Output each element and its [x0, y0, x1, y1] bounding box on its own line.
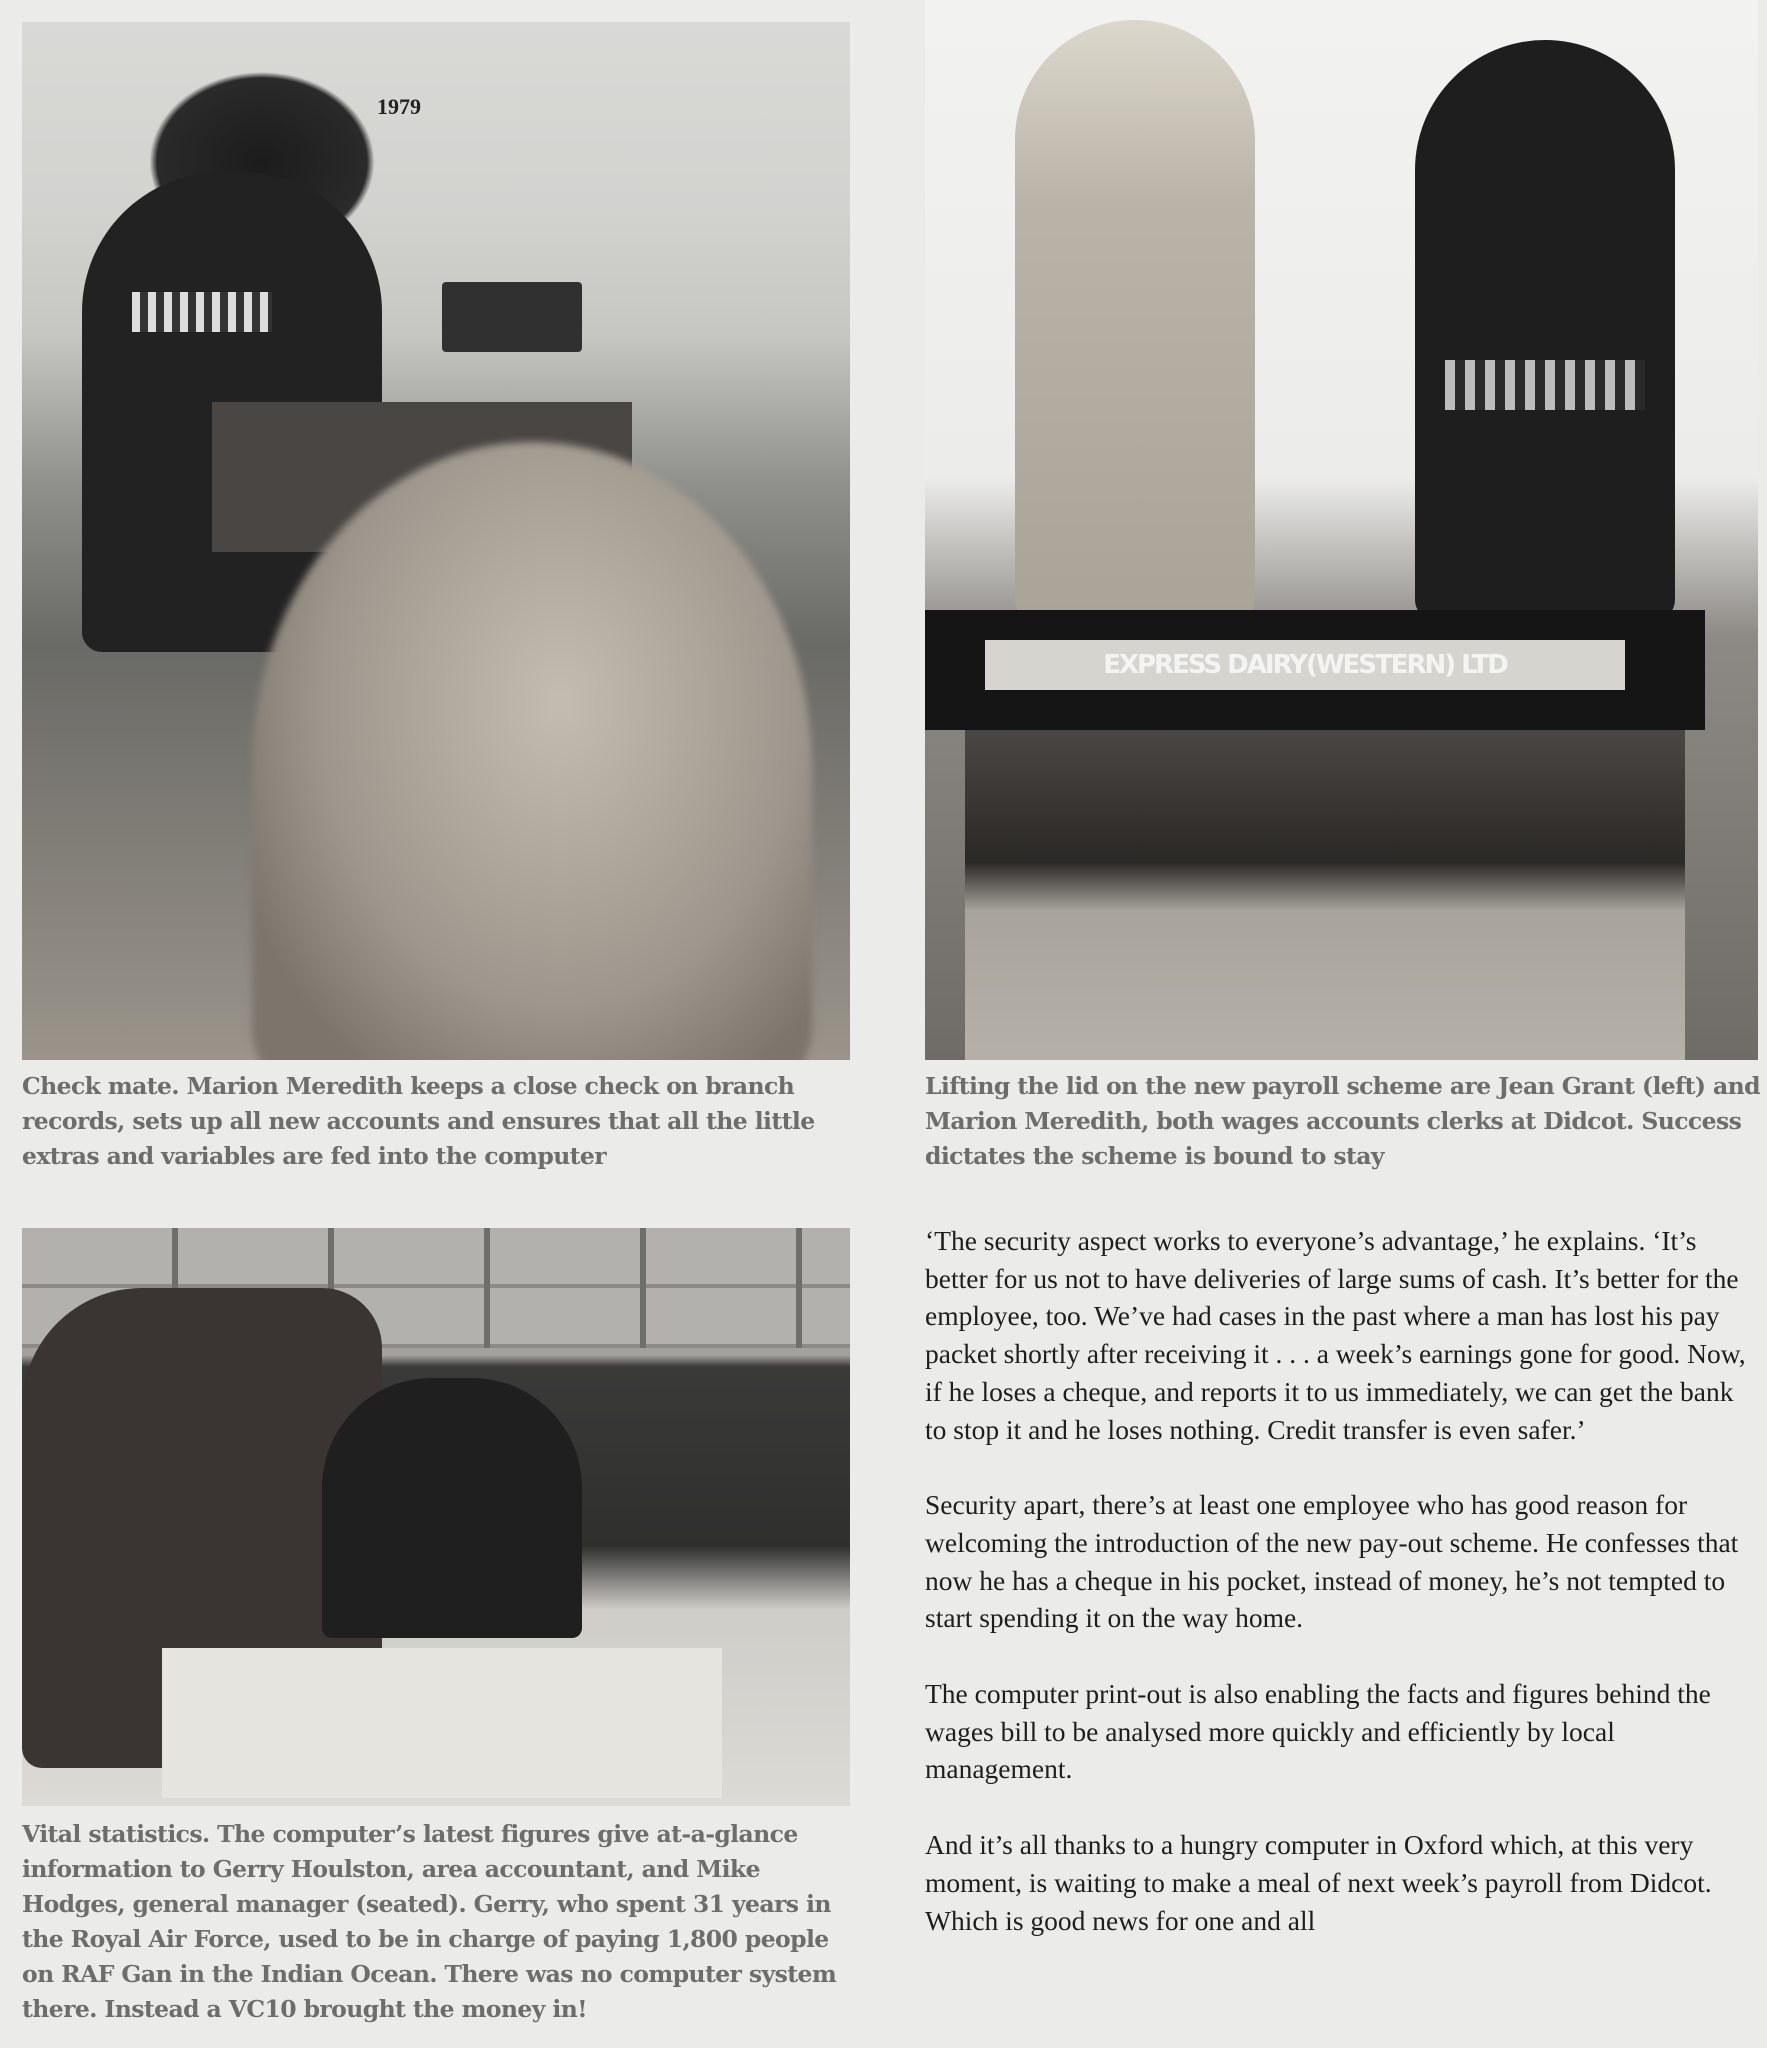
papers-on-desk: [162, 1648, 722, 1798]
sweater-pattern: [132, 292, 272, 332]
seated-man-figure: [322, 1378, 582, 1638]
photo-check-mate: [22, 22, 850, 1060]
photo-vital-statistics: [22, 1228, 850, 1806]
caption-lifting-lid: Lifting the lid on the new payroll scheme are Jean Grant (left) and Marion Meredith, both wages accounts clerks at Didcot. Success dictates the scheme is bound to stay: [925, 1072, 1760, 1170]
paragraph-security-quote: ‘The security aspect works to everyone’s advantage,’ he explains. ‘It’s better for us not to have deliveries of large sums of cash. It’s better for the employee, too. We’ve had cases in the past where a man has lost his pay packet shortly after receiving it . . . a week’s earnings gone for good. Now, if he loses a cheque, and reports it to us immediately, we can get the bank to stop it and he loses nothing. Credit transfer is even safer.’: [925, 1225, 1746, 1445]
blurred-foreground-person: [252, 442, 812, 1060]
paragraph-security-apart: Security apart, there’s at least one employee who has good reason for welcoming the introduction of the new pay-out scheme. He confesses that now he has a cheque in his pocket, instead of money, he’s not tempted to start spending it on the way home.: [925, 1489, 1739, 1634]
caption-vital-statistics: Vital statistics. The computer’s latest figures give at-a-glance information to Gerry Houlston, area accountant, and Mike Hodges, general manager (seated). Gerry, who spent 31 years in the Royal Air Force, used to be in charge of paying 1,800 people on RAF Gan in the Indian Ocean. There was no computer system there. Instead a VC10 brought the money in!: [22, 1820, 837, 2023]
photo-lifting-lid: [925, 0, 1758, 1060]
wall-calendar-year: 1979: [377, 94, 421, 119]
paragraph-hungry-computer: And it’s all thanks to a hungry computer in Oxford which, at this very moment, is waiting to make a meal of next week’s payroll from Didcot. Which is good news for one and all: [925, 1829, 1712, 1936]
box-label: EXPRESS DAIRY(WESTERN) LTD: [985, 640, 1625, 690]
article-body: [925, 1222, 1760, 1977]
payroll-box: [965, 730, 1685, 1060]
woman-right-figure: [1415, 40, 1675, 620]
sweater-stripe: [1445, 360, 1645, 410]
paragraph-print-out: The computer print-out is also enabling the facts and figures behind the wages bill to be analysed more quickly and efficiently by local management.: [925, 1678, 1711, 1785]
calculator: [442, 282, 582, 352]
caption-check-mate: Check mate. Marion Meredith keeps a close check on branch records, sets up all new accounts and ensures that all the little extras and variables are fed into the computer: [22, 1072, 815, 1170]
woman-left-figure: [1015, 20, 1255, 620]
